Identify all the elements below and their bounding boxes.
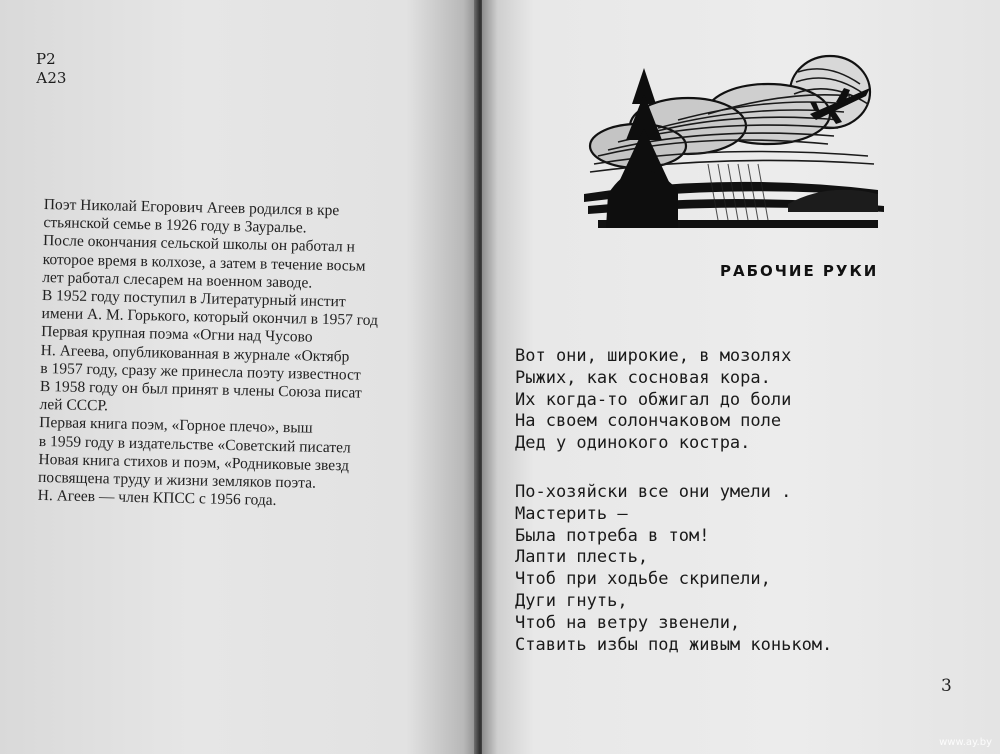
page-number: 3 <box>941 676 952 696</box>
bio-line: стьянской семье в 1926 году в Зауралье. <box>43 214 307 237</box>
right-page <box>482 0 1000 754</box>
poem-line: Их когда-то обжигал до боли <box>515 389 792 410</box>
catalog-code-line: Р2 <box>36 50 56 68</box>
poem-line: Чтоб на ветру звенели, <box>515 612 741 633</box>
catalog-code <box>36 50 66 88</box>
poem-title: РАБОЧИЕ РУКИ <box>720 262 879 280</box>
bio-line: лей СССР. <box>39 396 109 415</box>
poem-line: По-хозяйски все они умели . <box>515 482 792 502</box>
bio-line: которое время в колхозе, а затем в течение восьм <box>42 250 366 275</box>
bio-line: лет работал слесарем на военном заводе. <box>42 268 313 292</box>
landscape-illustration <box>578 44 888 240</box>
watermark: www.ay.by <box>939 737 992 748</box>
bio-line: Новая книга стихов и поэм, «Родниковые звезд <box>38 450 350 475</box>
poem-line: Дед у одинокого костра. <box>515 433 751 454</box>
poem-line: Была потреба в том! <box>515 525 710 546</box>
bio-line: в 1959 году в издательстве «Советский писател <box>38 432 351 457</box>
left-page <box>0 0 478 754</box>
poem-line: Ставить избы под живым коньком. <box>515 634 833 655</box>
poem-stanza <box>515 482 832 656</box>
bio-line: в 1957 году, сразу же принесла поэту известност <box>40 359 361 384</box>
bio-line: посвящена труду и жизни земляков поэта. <box>37 468 317 492</box>
poem-line: Мастерить — <box>515 503 628 524</box>
poem-line: На своем солончаковом поле <box>515 411 782 432</box>
bio-line: Н. Агеева, опубликованная в журнале «Октябр <box>40 341 350 366</box>
poem-line: Дуги гнуть, <box>515 590 628 611</box>
bio-line: Поэт Николай Егорович Агеев родился в кре <box>43 196 340 220</box>
bio-line: После окончания сельской школы он работал н <box>42 232 356 256</box>
bio-line: В 1952 году поступил в Литературный инстит <box>41 286 346 311</box>
bio-line: Н. Агеев — член КПСС с 1956 года. <box>37 487 277 510</box>
poem-stanza <box>515 346 791 455</box>
bio-line: Первая книга поэм, «Горное плечо», выш <box>39 414 313 438</box>
bio-line: В 1958 году он был принят в члены Союза писат <box>39 377 362 402</box>
bio-line: имени А. М. Горького, который окончил в 1957 год <box>41 305 379 330</box>
author-biography <box>38 196 478 515</box>
poem-line: Рыжих, как сосновая кора. <box>515 367 771 388</box>
poem-line: Вот они, широкие, в мозолях <box>515 346 792 366</box>
poem-line: Лапти плесть, <box>515 547 649 568</box>
poem-line: Чтоб при ходьбе скрипели, <box>515 569 771 590</box>
catalog-code-line: А23 <box>36 69 67 87</box>
bio-line: Первая крупная поэма «Огни над Чусово <box>40 323 313 347</box>
